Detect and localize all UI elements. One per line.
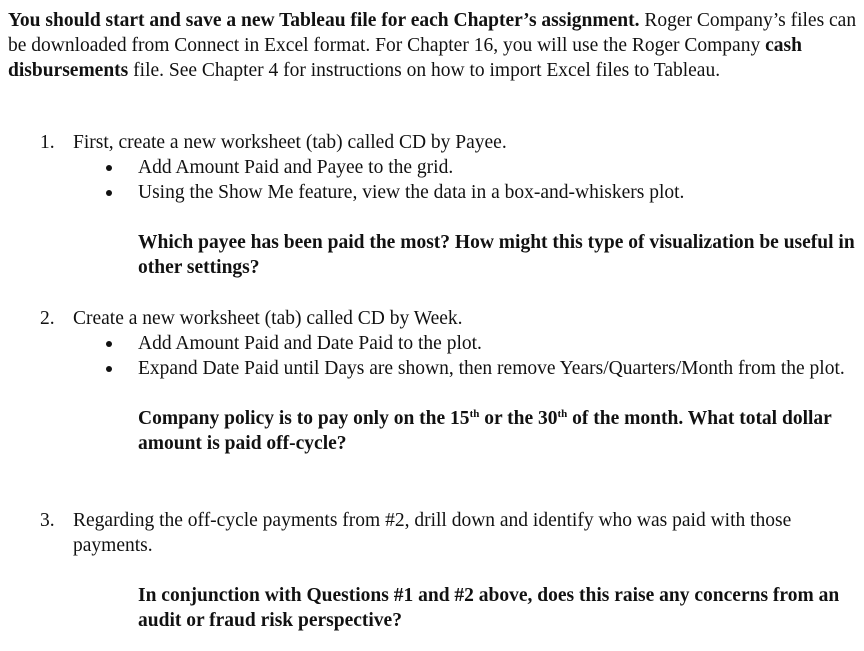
intro-bold-lead: You should start and save a new Tableau file for each Chapter’s assignment. xyxy=(8,10,640,31)
question-3: In conjunction with Questions #1 and #2 above, does this raise any concerns from an audit or fraud risk perspective? xyxy=(138,585,840,631)
bullet-list xyxy=(40,331,856,381)
intro-text-2: file. See Chapter 4 for instructions on how to import Excel files to Tableau. xyxy=(128,60,721,81)
step-number: 2. xyxy=(40,308,55,329)
bullet-list xyxy=(40,155,856,205)
step-number: 1. xyxy=(40,132,55,153)
step-3 xyxy=(40,508,856,633)
intro-bold-file: cash disbursements xyxy=(8,35,802,81)
list-item: Expand Date Paid until Days are shown, then remove Years/Quarters/Month from the plot. xyxy=(138,358,845,379)
intro-paragraph xyxy=(8,8,860,83)
question-2: Company policy is to pay only on the 15th or the 30th of the month. What total dollar amount is paid off-cycle? xyxy=(138,408,832,454)
intro-text-1: Roger Company’s files can be downloaded from Connect in Excel format. For Chapter 16, you will use the Roger Company xyxy=(8,10,857,56)
step-1 xyxy=(40,130,856,280)
list-item: Add Amount Paid and Date Paid to the plot. xyxy=(138,333,482,354)
list-item: Add Amount Paid and Payee to the grid. xyxy=(138,157,454,178)
step-number: 3. xyxy=(40,510,55,531)
step-text: Create a new worksheet (tab) called CD by Week. xyxy=(73,308,463,329)
list-item: Using the Show Me feature, view the data in a box-and-whiskers plot. xyxy=(138,182,685,203)
step-text: Regarding the off-cycle payments from #2, drill down and identify who was paid with those payments. xyxy=(73,510,792,556)
step-text: First, create a new worksheet (tab) called CD by Payee. xyxy=(73,132,507,153)
question-1: Which payee has been paid the most? How might this type of visualization be useful in other settings? xyxy=(138,232,855,278)
step-2 xyxy=(40,306,856,456)
